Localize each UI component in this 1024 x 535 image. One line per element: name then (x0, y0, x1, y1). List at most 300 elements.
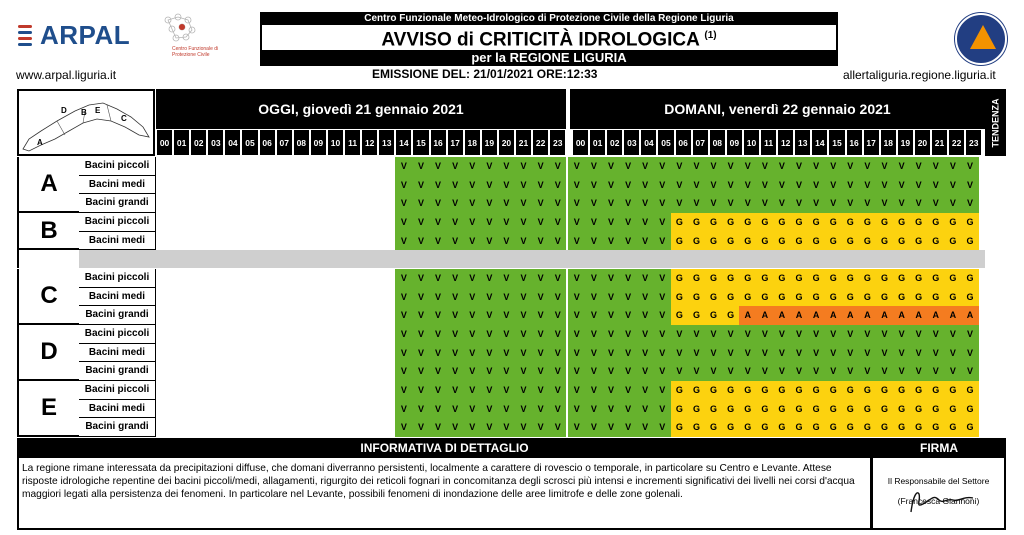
criticality-cell: G (944, 232, 961, 251)
criticality-cell: G (808, 288, 825, 307)
criticality-cell (173, 157, 190, 176)
criticality-cell: G (773, 400, 790, 419)
criticality-cell: G (859, 400, 876, 419)
criticality-cell (259, 269, 276, 288)
criticality-cell: V (756, 194, 773, 213)
criticality-cell: V (568, 418, 585, 437)
criticality-cell (344, 157, 361, 176)
criticality-cell: G (671, 306, 688, 325)
criticality-cell: G (739, 269, 756, 288)
liguria-map-icon (19, 91, 153, 154)
criticality-cell: G (961, 213, 978, 232)
criticality-cell (361, 325, 378, 344)
criticality-cell (276, 400, 293, 419)
criticality-cell (310, 232, 327, 251)
criticality-cell: V (910, 344, 927, 363)
criticality-cell (259, 176, 276, 195)
criticality-cell: V (705, 362, 722, 381)
title-block (260, 12, 838, 66)
criticality-cell: V (430, 269, 447, 288)
criticality-cell: G (756, 418, 773, 437)
criticality-cell: V (825, 362, 842, 381)
tomorrow-hour-17: 17 (863, 129, 880, 156)
criticality-cell (327, 344, 344, 363)
criticality-cell: A (927, 306, 944, 325)
criticality-cell: V (430, 344, 447, 363)
criticality-cell: G (705, 269, 722, 288)
criticality-cell: V (910, 194, 927, 213)
criticality-cell (207, 325, 224, 344)
criticality-cell: V (637, 288, 654, 307)
criticality-cell: V (481, 325, 498, 344)
criticality-cell: A (961, 306, 978, 325)
criticality-cell: G (842, 232, 859, 251)
today-hour-02: 02 (190, 129, 207, 156)
criticality-cell: V (602, 362, 619, 381)
criticality-cell: V (893, 362, 910, 381)
criticality-cell (293, 418, 310, 437)
criticality-cell: V (790, 344, 807, 363)
criticality-cell: G (688, 213, 705, 232)
criticality-cell: G (790, 232, 807, 251)
criticality-cell (156, 213, 173, 232)
criticality-cell: V (773, 344, 790, 363)
criticality-cell: V (549, 325, 566, 344)
info-text: La regione rimane interessata da precipitazioni diffuse, che domani diverranno persistenti, localmente a carattere di rovescio o temporale, in particolare su Centro e Levante. Attese risposte idrologiche repentine dei bacini piccoli/medi, allagamenti, rigurgito dei reticoli fognari in concomitanza degli scrosci più intensi e incrementi significativi dei livelli nei corsi d'acqua maggiori legati alla persistenza dei fenomeni. In particolare nel Levante, possibili fenomeni di inondazione delle aree limitrofe e delle zone golenali. (17, 458, 872, 530)
criticality-cell (344, 213, 361, 232)
criticality-cell: V (620, 157, 637, 176)
criticality-cell: G (859, 213, 876, 232)
criticality-cell: V (620, 381, 637, 400)
criticality-cell (173, 194, 190, 213)
criticality-cell (293, 288, 310, 307)
criticality-cell: V (876, 157, 893, 176)
criticality-cell: V (412, 157, 429, 176)
criticality-cell (293, 157, 310, 176)
criticality-cell: G (773, 418, 790, 437)
criticality-cell: V (498, 362, 515, 381)
criticality-cell: V (464, 213, 481, 232)
criticality-cell: V (568, 381, 585, 400)
zone-b-row (156, 213, 1000, 232)
criticality-cell (190, 288, 207, 307)
criticality-cell: G (773, 381, 790, 400)
criticality-cell: G (671, 418, 688, 437)
today-hour-20: 20 (498, 129, 515, 156)
criticality-cell: G (671, 288, 688, 307)
criticality-cell: V (412, 344, 429, 363)
criticality-cell: V (515, 306, 532, 325)
criticality-cell (276, 418, 293, 437)
criticality-cell: V (773, 325, 790, 344)
criticality-cell: V (654, 288, 671, 307)
criticality-cell: V (927, 362, 944, 381)
zone-letter-d: D (17, 325, 79, 381)
criticality-cell (293, 325, 310, 344)
criticality-cell (156, 306, 173, 325)
criticality-cell (173, 288, 190, 307)
criticality-cell: G (825, 213, 842, 232)
today-hour-15: 15 (412, 129, 429, 156)
criticality-cell (344, 381, 361, 400)
criticality-cell (241, 325, 258, 344)
criticality-cell (293, 362, 310, 381)
criticality-cell: G (756, 232, 773, 251)
criticality-cell: V (688, 362, 705, 381)
signer-role: Il Responsabile del Settore (887, 476, 990, 486)
criticality-cell: G (944, 213, 961, 232)
criticality-cell: V (568, 288, 585, 307)
criticality-cell: A (825, 306, 842, 325)
criticality-cell: G (944, 288, 961, 307)
criticality-cell: V (412, 176, 429, 195)
criticality-cell: G (739, 232, 756, 251)
criticality-cell: V (498, 157, 515, 176)
tomorrow-hour-03: 03 (623, 129, 640, 156)
criticality-cell: V (395, 269, 412, 288)
criticality-cell: G (756, 400, 773, 419)
tendenza-cell (979, 269, 1000, 288)
criticality-cell: V (842, 194, 859, 213)
criticality-cell: V (481, 400, 498, 419)
criticality-cell: G (688, 306, 705, 325)
criticality-cell (224, 344, 241, 363)
criticality-cell: V (756, 325, 773, 344)
criticality-cell: V (602, 157, 619, 176)
criticality-cell (327, 157, 344, 176)
criticality-cell (310, 381, 327, 400)
criticality-cell: V (447, 418, 464, 437)
criticality-cell (207, 269, 224, 288)
criticality-cell: V (756, 176, 773, 195)
criticality-cell (310, 325, 327, 344)
arpal-logo (16, 20, 130, 51)
criticality-cell: G (910, 381, 927, 400)
today-hour-07: 07 (276, 129, 293, 156)
tomorrow-hour-00: 00 (572, 129, 589, 156)
tomorrow-hour-23: 23 (965, 129, 982, 156)
criticality-cell: V (620, 418, 637, 437)
criticality-cell: V (549, 381, 566, 400)
criticality-cell: V (464, 176, 481, 195)
criticality-cell (378, 306, 395, 325)
zone-c-row (156, 306, 1000, 325)
criticality-cell (361, 381, 378, 400)
basin-label: Bacini piccoli (79, 325, 156, 344)
criticality-cell: V (825, 194, 842, 213)
criticality-cell: V (876, 362, 893, 381)
partner-caption: Centro Funzionale di Protezione Civile (172, 46, 219, 58)
tendenza-cell (979, 306, 1000, 325)
criticality-cell (276, 306, 293, 325)
criticality-cell: V (464, 194, 481, 213)
criticality-cell: V (944, 194, 961, 213)
criticality-cell: V (532, 344, 549, 363)
criticality-cell: G (927, 213, 944, 232)
criticality-cell (173, 176, 190, 195)
criticality-cell: V (602, 344, 619, 363)
criticality-cell: G (825, 381, 842, 400)
criticality-cell (327, 362, 344, 381)
tomorrow-hour-22: 22 (948, 129, 965, 156)
criticality-cell: G (790, 400, 807, 419)
criticality-cell (310, 362, 327, 381)
criticality-cell: G (842, 288, 859, 307)
criticality-cell: V (430, 176, 447, 195)
criticality-cell: G (876, 381, 893, 400)
criticality-cell: V (568, 176, 585, 195)
today-hour-11: 11 (344, 129, 361, 156)
criticality-cell: V (568, 400, 585, 419)
criticality-cell: G (910, 400, 927, 419)
criticality-cell: V (464, 344, 481, 363)
criticality-cell (156, 194, 173, 213)
criticality-cell: V (395, 306, 412, 325)
criticality-cell: V (515, 213, 532, 232)
criticality-cell (293, 176, 310, 195)
criticality-cell (190, 213, 207, 232)
criticality-cell: V (447, 400, 464, 419)
basin-label: Bacini grandi (79, 306, 156, 325)
criticality-cell (361, 232, 378, 251)
criticality-cell (173, 213, 190, 232)
tomorrow-hour-10: 10 (743, 129, 760, 156)
criticality-cell: V (481, 269, 498, 288)
tomorrow-hour-12: 12 (777, 129, 794, 156)
criticality-cell: V (790, 157, 807, 176)
criticality-cell: G (944, 400, 961, 419)
criticality-cell (344, 288, 361, 307)
criticality-cell: A (842, 306, 859, 325)
criticality-cell: A (859, 306, 876, 325)
criticality-cell: V (654, 344, 671, 363)
criticality-cell: V (602, 213, 619, 232)
criticality-cell: V (395, 344, 412, 363)
criticality-cell: G (910, 213, 927, 232)
criticality-cell: V (532, 381, 549, 400)
criticality-cell: V (688, 325, 705, 344)
criticality-cell: V (412, 232, 429, 251)
criticality-cell (241, 288, 258, 307)
criticality-cell: V (654, 400, 671, 419)
criticality-cell (156, 381, 173, 400)
criticality-cell: V (773, 194, 790, 213)
criticality-cell (361, 400, 378, 419)
criticality-cell: V (549, 288, 566, 307)
criticality-cell: G (808, 269, 825, 288)
criticality-cell: V (532, 213, 549, 232)
criticality-cell (207, 157, 224, 176)
tendenza-cell (979, 232, 1000, 251)
criticality-cell: V (688, 157, 705, 176)
criticality-cell: V (756, 157, 773, 176)
criticality-cell: V (637, 232, 654, 251)
criticality-cell: V (961, 325, 978, 344)
criticality-cell (344, 325, 361, 344)
criticality-cell: V (637, 418, 654, 437)
criticality-cell (344, 176, 361, 195)
tomorrow-hour-14: 14 (811, 129, 828, 156)
criticality-cell (276, 232, 293, 251)
criticality-cell: V (549, 194, 566, 213)
criticality-cell: V (910, 325, 927, 344)
criticality-cell: V (859, 362, 876, 381)
criticality-cell (207, 381, 224, 400)
criticality-cell: G (842, 418, 859, 437)
criticality-cell: A (944, 306, 961, 325)
criticality-cell: V (671, 344, 688, 363)
criticality-cell: V (412, 194, 429, 213)
criticality-cell: V (808, 325, 825, 344)
criticality-cell (310, 157, 327, 176)
tomorrow-hour-21: 21 (931, 129, 948, 156)
criticality-cell: V (602, 306, 619, 325)
criticality-cell: G (927, 400, 944, 419)
criticality-cell: V (944, 362, 961, 381)
criticality-cell (224, 157, 241, 176)
criticality-cell (327, 325, 344, 344)
criticality-cell: G (893, 232, 910, 251)
today-hour-13: 13 (378, 129, 395, 156)
criticality-cell (241, 400, 258, 419)
tomorrow-hour-04: 04 (640, 129, 657, 156)
tomorrow-hour-13: 13 (794, 129, 811, 156)
tomorrow-hour-05: 05 (657, 129, 674, 156)
criticality-cell (207, 400, 224, 419)
criticality-cell: V (515, 344, 532, 363)
today-hour-22: 22 (532, 129, 549, 156)
criticality-cell: V (430, 306, 447, 325)
criticality-cell: V (430, 381, 447, 400)
criticality-cell: V (739, 344, 756, 363)
criticality-cell: V (464, 232, 481, 251)
criticality-cell (241, 344, 258, 363)
tendenza-cell (979, 325, 1000, 344)
criticality-cell: G (688, 288, 705, 307)
criticality-cell: V (568, 213, 585, 232)
criticality-cell: V (944, 157, 961, 176)
criticality-cell: V (705, 344, 722, 363)
criticality-cell: G (705, 400, 722, 419)
criticality-cell: G (910, 269, 927, 288)
criticality-cell: G (944, 418, 961, 437)
info-heading: INFORMATIVA DI DETTAGLIO (17, 438, 872, 458)
emission-date: EMISSIONE DEL: 21/01/2021 ORE:12:33 (372, 67, 598, 81)
criticality-cell (361, 194, 378, 213)
criticality-cell (207, 176, 224, 195)
criticality-cell (293, 194, 310, 213)
criticality-cell (190, 418, 207, 437)
brand-name: ARPAL (40, 20, 131, 50)
arpal-url[interactable]: www.arpal.liguria.it (16, 68, 117, 82)
criticality-cell: V (620, 194, 637, 213)
hour-row-tomorrow (572, 129, 982, 156)
criticality-cell: G (705, 418, 722, 437)
criticality-cell: G (705, 306, 722, 325)
criticality-cell: V (961, 344, 978, 363)
criticality-cell: V (585, 400, 602, 419)
criticality-cell (361, 344, 378, 363)
tomorrow-hour-19: 19 (897, 129, 914, 156)
zone-letter-b: B (17, 213, 79, 250)
criticality-cell: V (464, 418, 481, 437)
map-label-e: E (95, 106, 101, 115)
criticality-cell: G (808, 381, 825, 400)
criticality-cell (259, 306, 276, 325)
criticality-cell: V (498, 288, 515, 307)
today-hour-09: 09 (310, 129, 327, 156)
criticality-cell: V (620, 306, 637, 325)
criticality-cell: G (825, 400, 842, 419)
criticality-cell: V (654, 269, 671, 288)
criticality-cell (224, 176, 241, 195)
criticality-cell (173, 400, 190, 419)
criticality-cell: V (549, 362, 566, 381)
criticality-cell: V (395, 325, 412, 344)
criticality-cell: V (671, 362, 688, 381)
allerta-url[interactable]: allertaliguria.regione.liguria.it (843, 68, 996, 82)
criticality-cell (327, 213, 344, 232)
tomorrow-hour-09: 09 (726, 129, 743, 156)
handwritten-signature (903, 486, 983, 516)
criticality-cell: V (498, 176, 515, 195)
criticality-cell: V (549, 344, 566, 363)
criticality-cell: V (532, 325, 549, 344)
criticality-cell: V (532, 306, 549, 325)
criticality-cell: V (498, 269, 515, 288)
criticality-cell: V (447, 325, 464, 344)
criticality-cell: G (927, 418, 944, 437)
criticality-cell: V (790, 194, 807, 213)
criticality-cell: G (688, 418, 705, 437)
criticality-cell (344, 362, 361, 381)
criticality-cell (207, 344, 224, 363)
criticality-cell: V (705, 157, 722, 176)
criticality-cell: V (532, 194, 549, 213)
criticality-cell: G (842, 400, 859, 419)
criticality-cell: V (927, 325, 944, 344)
criticality-cell: V (430, 194, 447, 213)
today-hour-05: 05 (241, 129, 258, 156)
criticality-cell: V (790, 176, 807, 195)
criticality-cell (310, 213, 327, 232)
criticality-cell (310, 400, 327, 419)
day-header-today: OGGI, giovedì 21 gennaio 2021 (156, 89, 566, 129)
criticality-cell: V (585, 194, 602, 213)
basin-label: Bacini piccoli (79, 269, 156, 288)
criticality-cell: G (825, 269, 842, 288)
document-title: AVVISO di CRITICITÀ IDROLOGICA (381, 29, 700, 51)
criticality-cell (259, 400, 276, 419)
today-hour-18: 18 (464, 129, 481, 156)
criticality-cell: V (395, 157, 412, 176)
criticality-cell: V (705, 176, 722, 195)
basin-label: Bacini grandi (79, 194, 156, 213)
criticality-cell: V (395, 288, 412, 307)
criticality-cell: V (464, 157, 481, 176)
criticality-cell (241, 362, 258, 381)
criticality-cell (276, 157, 293, 176)
criticality-cell: G (876, 213, 893, 232)
tomorrow-hour-06: 06 (675, 129, 692, 156)
separator-row (79, 250, 985, 268)
criticality-cell: V (637, 176, 654, 195)
criticality-cell: G (808, 213, 825, 232)
criticality-cell: V (910, 157, 927, 176)
criticality-cell: V (549, 213, 566, 232)
criticality-cell (327, 269, 344, 288)
criticality-cell: V (961, 362, 978, 381)
